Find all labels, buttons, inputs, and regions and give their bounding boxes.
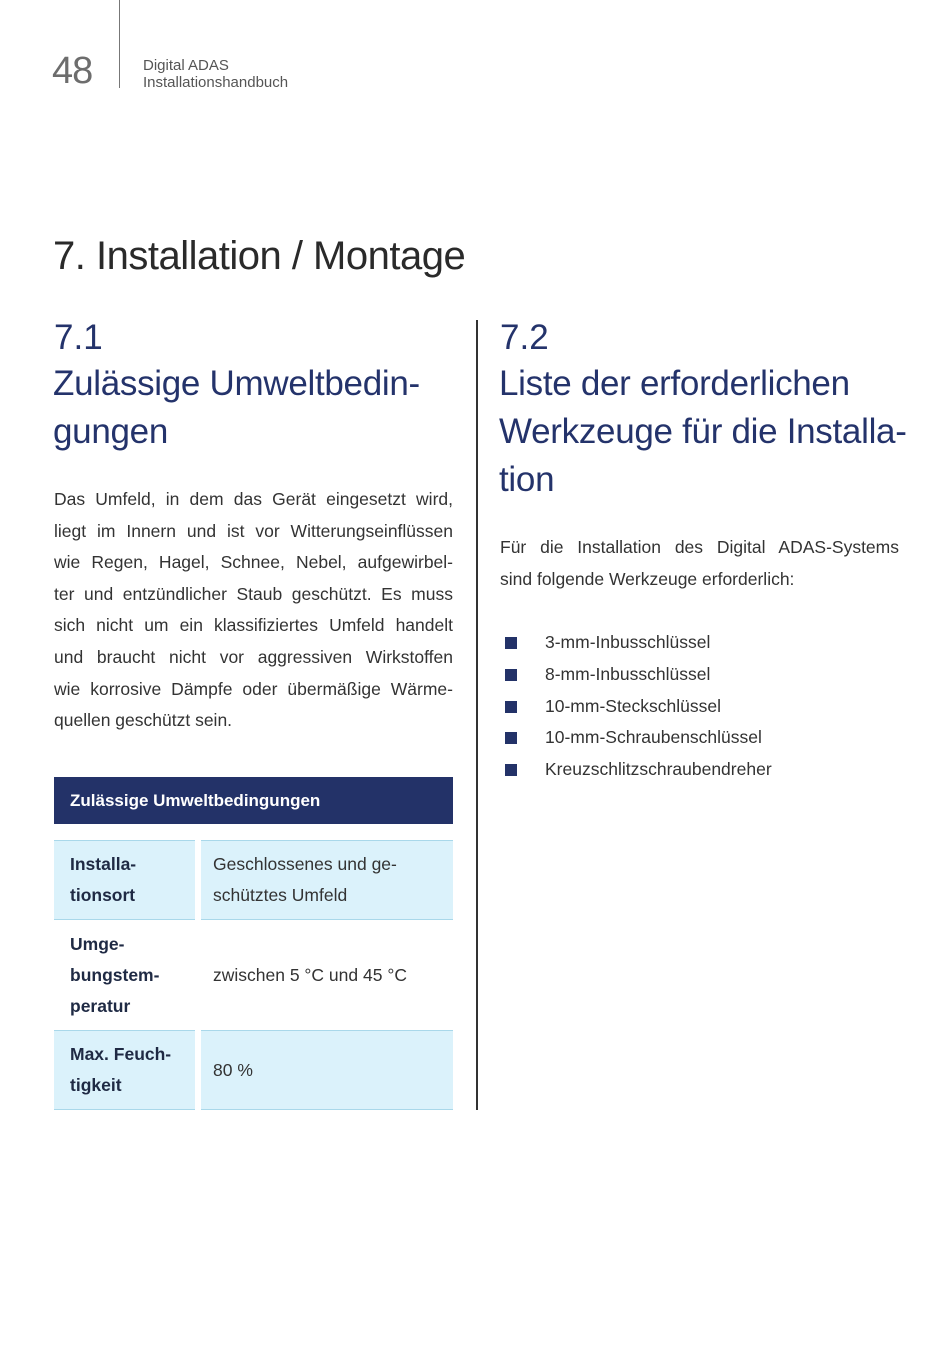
paragraph-line: Das Umfeld, in dem das Gerät eingesetzt wird, <box>54 489 453 509</box>
list-item <box>505 659 772 691</box>
table-row-value-location <box>201 840 453 920</box>
paragraph-line: liegt im Innern und ist vor Witterungseinflüssen <box>54 520 453 541</box>
tool-label: 8-mm-Inbusschlüssel <box>545 663 711 684</box>
document-title-line2: Installationshandbuch <box>143 74 289 91</box>
paragraph-line: und braucht nicht vor aggressiven Wirkstoffen <box>54 646 453 667</box>
label-line: Max. Feuch- <box>70 1044 172 1064</box>
list-item <box>505 754 772 786</box>
paragraph-line: quellen geschützt sein. <box>54 710 233 731</box>
label-line: Umge- <box>70 933 125 954</box>
label-line: tionsort <box>70 885 136 905</box>
section-2-title <box>499 360 907 504</box>
label-line: Installa- <box>70 854 137 874</box>
environment-table-header: Zulässige Umweltbedingungen <box>54 777 453 824</box>
chapter-title: 7. Installation / Montage <box>53 234 466 278</box>
square-bullet-icon <box>505 669 517 681</box>
table-row-label-humidity <box>54 1030 195 1110</box>
section-1-number: 7.1 <box>54 318 103 357</box>
value-line: 80 % <box>213 1059 253 1080</box>
list-item <box>505 627 772 659</box>
section-1-title-line2: gungen <box>53 412 168 451</box>
paragraph-line: Für die Installation des Digital ADAS-Systems <box>500 537 899 557</box>
paragraph-line: ter und entzündlicher Staub geschützt. Es muss <box>54 583 453 604</box>
document-title <box>143 57 288 91</box>
paragraph-line: sind folgende Werkzeuge erforderlich: <box>500 568 795 589</box>
square-bullet-icon <box>505 764 517 776</box>
value-line: Geschlossenes und ge- <box>213 854 397 874</box>
value-line: zwischen 5 °C und 45 °C <box>213 964 407 985</box>
paragraph-line: wie Regen, Hagel, Schnee, Nebel, aufgewirbel- <box>54 552 453 573</box>
square-bullet-icon <box>505 637 517 649</box>
square-bullet-icon <box>505 701 517 713</box>
section-2-title-line2: Werkzeuge für die Installa- <box>499 412 907 451</box>
document-title-line1: Digital ADAS <box>143 57 229 74</box>
label-line: tigkeit <box>70 1075 122 1095</box>
page-number: 48 <box>52 50 93 92</box>
section-2-title-line1: Liste der erforderlichen <box>499 364 850 403</box>
section-1-paragraph <box>54 484 453 737</box>
label-line: bungstem- <box>70 964 160 985</box>
table-row-label-location <box>54 840 195 920</box>
square-bullet-icon <box>505 732 517 744</box>
column-divider <box>476 320 478 1110</box>
header-divider <box>119 0 120 88</box>
table-row-label-temperature <box>54 920 195 1030</box>
section-2-paragraph <box>500 532 899 595</box>
list-item <box>505 691 772 723</box>
tool-label: Kreuzschlitzschraubendreher <box>545 759 772 780</box>
section-2-number: 7.2 <box>500 318 549 357</box>
section-1-title-line1: Zulässige Umweltbedin- <box>53 364 420 403</box>
tool-label: 3-mm-Inbusschlüssel <box>545 632 711 652</box>
value-line: schütztes Umfeld <box>213 885 348 905</box>
table-row-value-temperature <box>201 920 453 1030</box>
list-item <box>505 722 772 754</box>
paragraph-line: sich nicht um ein klassifiziertes Umfeld handelt <box>54 615 453 636</box>
paragraph-line: wie korrosive Dämpfe oder übermäßige Wärme- <box>54 678 453 699</box>
table-row-value-humidity <box>201 1030 453 1110</box>
tool-label: 10-mm-Schraubenschlüssel <box>545 727 762 748</box>
tool-label: 10-mm-Steckschlüssel <box>545 695 722 716</box>
section-2-title-line3: tion <box>499 460 555 499</box>
tools-list <box>505 627 772 786</box>
label-line: peratur <box>70 995 131 1016</box>
section-1-title <box>53 360 420 456</box>
